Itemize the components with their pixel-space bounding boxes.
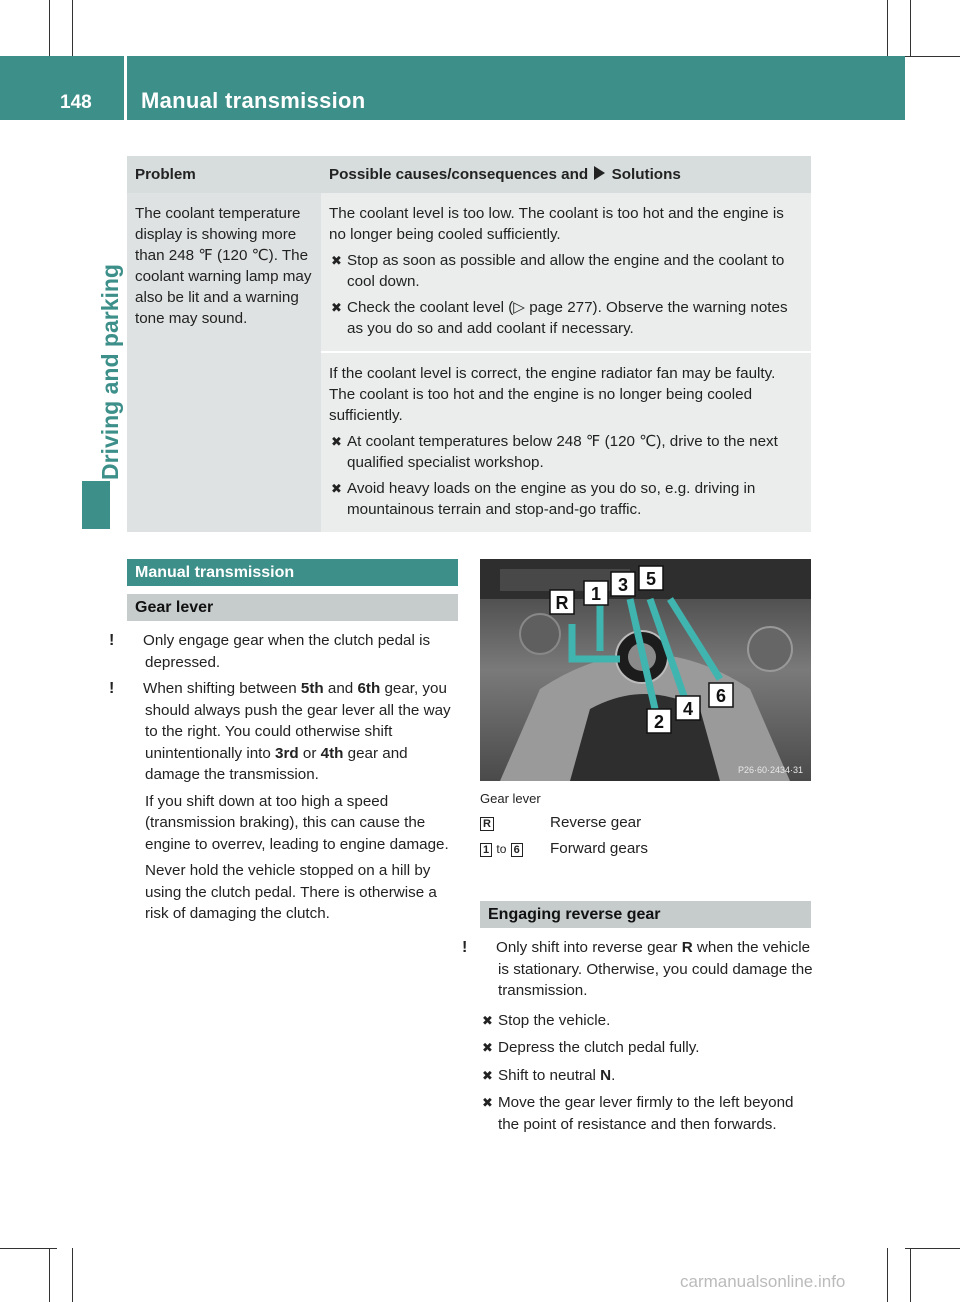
crop-mark — [72, 0, 73, 57]
legend-desc: Reverse gear — [550, 814, 642, 831]
crop-mark — [49, 0, 50, 57]
step-arrow-icon: ✖ — [331, 434, 342, 449]
problem-table — [127, 156, 811, 532]
crop-mark — [905, 1248, 960, 1249]
gear-lever-text — [109, 630, 462, 930]
sidebar-chapter-label: Driving and parking — [97, 264, 123, 480]
figure-label-6: 6 — [715, 686, 727, 706]
watermark: carmanualsonline.info — [680, 1272, 846, 1291]
figure-label-4: 4 — [682, 699, 694, 719]
step-arrow-icon: ✖ — [482, 1012, 493, 1028]
legend-to: to — [496, 842, 507, 856]
warning-icon: ! — [109, 680, 115, 697]
warning-icon: ! — [109, 632, 115, 649]
solution-step: ✖ Check the coolant level (▷ page 277). Observe the warning notes as you do so and add coolant if necessary. — [331, 299, 788, 337]
figure-label-5: 5 — [645, 569, 657, 589]
body-paragraph: If you shift down at too high a speed (transmission braking), this can cause the engine to overrev, leading to engine damage. — [145, 792, 449, 853]
instruction-step: ✖ Stop the vehicle. — [480, 1010, 815, 1032]
page-number: 148 — [60, 92, 92, 113]
page-header — [0, 56, 905, 120]
crop-mark — [910, 0, 911, 57]
figure-label-2: 2 — [653, 712, 665, 732]
warning-paragraph: ! Only shift into reverse gear R when the vehicle is stationary. Otherwise, you could damage the transmission. — [462, 939, 813, 999]
subsection-title: Gear lever — [127, 594, 458, 621]
table-header-solutions: Possible causes/consequences and Solutions — [321, 156, 811, 193]
warning-paragraph: ! When shifting between 5th and 6th gear, you should always push the gear lever all the way to the right. You could otherwise shift unintentionally into 3rd or 4th gear and damage the transmission. — [109, 680, 451, 783]
step-arrow-icon: ✖ — [482, 1040, 493, 1055]
warning-icon: ! — [462, 939, 468, 956]
figure-caption: Gear lever — [480, 791, 541, 806]
warning-paragraph: ! Only engage gear when the clutch pedal is depressed. — [109, 632, 431, 671]
step-arrow-icon: ✖ — [331, 253, 342, 268]
instruction-step: ✖ Shift to neutral N. — [480, 1065, 815, 1087]
sidebar-chapter-block — [82, 481, 110, 529]
header-divider — [124, 56, 127, 120]
solution-step: ✖ Avoid heavy loads on the engine as you do so, e.g. driving in mountainous terrain and stop-and-go traffic. — [331, 480, 756, 518]
solution-intro: If the coolant level is correct, the engine radiator fan may be faulty. The coolant is too hot and the engine is no longer being cooled sufficiently. — [329, 365, 776, 424]
play-arrow-icon — [594, 166, 605, 180]
table-header-problem: Problem — [127, 156, 321, 193]
solution-cell — [321, 193, 811, 352]
key-reverse: R — [480, 817, 494, 831]
figure-code: P26·60·2434·31 — [737, 765, 803, 775]
legend-row — [480, 840, 648, 857]
crop-mark — [910, 1248, 911, 1302]
figure-label-3: 3 — [617, 575, 629, 595]
subsection-title: Engaging reverse gear — [480, 901, 811, 928]
crop-mark — [887, 0, 888, 57]
legend-desc: Forward gears — [550, 840, 648, 857]
instruction-step: ✖ Move the gear lever firmly to the left beyond the point of resistance and then forwards. — [482, 1094, 794, 1133]
gear-lever-illustration — [480, 559, 811, 781]
section-title: Manual transmission — [127, 559, 458, 586]
solution-cell — [321, 352, 811, 532]
solution-intro: The coolant level is too low. The coolant is too hot and the engine is no longer being cooled sufficiently. — [329, 205, 784, 243]
legend-row — [480, 814, 642, 831]
instruction-step: ✖ Depress the clutch pedal fully. — [480, 1037, 815, 1059]
crop-mark — [49, 1248, 50, 1302]
step-arrow-icon: ✖ — [331, 300, 342, 315]
step-arrow-icon: ✖ — [331, 481, 342, 496]
step-arrow-icon: ✖ — [482, 1095, 493, 1110]
solution-step: ✖ Stop as soon as possible and allow the engine and the coolant to cool down. — [331, 252, 785, 290]
solution-step: ✖ At coolant temperatures below 248 ℉ (120 ℃), drive to the next qualified specialist workshop. — [331, 433, 778, 471]
crop-mark — [72, 1248, 73, 1302]
figure-label-1: 1 — [590, 584, 602, 604]
body-paragraph: Never hold the vehicle stopped on a hill by using the clutch pedal. There is otherwise a risk of damaging the clutch. — [145, 862, 437, 922]
reverse-gear-text — [462, 937, 815, 1135]
page-title: Manual transmission — [141, 88, 366, 113]
figure-label-r: R — [555, 593, 569, 613]
key-sixth: 6 — [511, 843, 523, 857]
step-arrow-icon: ✖ — [482, 1067, 493, 1083]
problem-cell: The coolant temperature display is showing more than 248 ℉ (120 ℃). The coolant warning lamp may also be lit and a warning tone may sound. — [127, 193, 321, 532]
crop-mark — [887, 1248, 888, 1302]
crop-mark — [905, 56, 960, 57]
gear-lever-figure — [480, 559, 811, 781]
key-first: 1 — [480, 843, 492, 857]
